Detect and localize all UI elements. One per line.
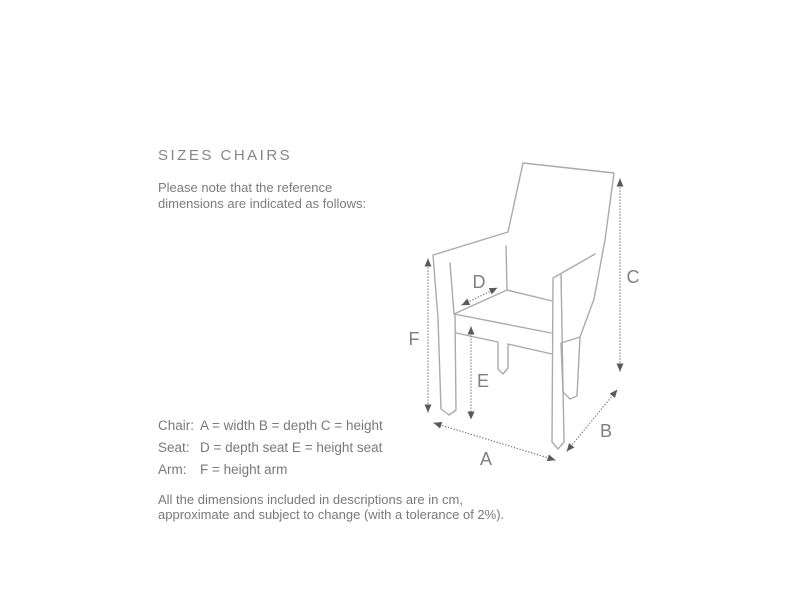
legend-label-seat: Seat: xyxy=(158,440,190,455)
legend-text-chair: A = width B = depth C = height xyxy=(200,418,383,433)
dim-label-f: F xyxy=(408,329,420,349)
chair-outline xyxy=(433,163,614,449)
dimension-letters xyxy=(409,267,640,469)
intro-line-2: dimensions are indicated as follows: xyxy=(158,196,367,211)
chair-seat-front-edge xyxy=(454,314,551,333)
page-title: SIZES CHAIRS xyxy=(158,147,293,164)
chair-backrest-right-side xyxy=(523,163,614,399)
legend-label-chair: Chair: xyxy=(158,418,195,433)
legend-text-seat: D = depth seat E = height seat xyxy=(200,440,383,455)
dim-label-d: D xyxy=(472,272,486,292)
dim-line-A xyxy=(434,423,555,460)
chair-right-arm-top xyxy=(553,254,595,278)
chair-seat-back-edge xyxy=(507,290,552,301)
footnote-line-2: approximate and subject to change (with a tolerance of 2%). xyxy=(158,507,505,522)
footnote xyxy=(158,492,504,522)
intro-line-1: Please note that the reference xyxy=(158,180,333,195)
legend-text-arm: F = height arm xyxy=(200,462,288,477)
chair-front-right-leg xyxy=(552,274,564,449)
dimension-lines xyxy=(428,179,620,460)
footnote-line-1: All the dimensions included in descriptions are in cm, xyxy=(158,492,463,507)
legend-row-chair xyxy=(158,415,383,437)
dim-label-b: B xyxy=(599,421,613,441)
legend-label-arm: Arm: xyxy=(158,462,187,477)
dim-label-e: E xyxy=(476,371,490,391)
dimension-legend xyxy=(158,415,383,481)
legend-row-seat xyxy=(158,437,383,459)
dim-label-c: C xyxy=(626,267,640,287)
dim-label-a: A xyxy=(479,449,493,469)
legend-row-arm xyxy=(158,459,383,481)
